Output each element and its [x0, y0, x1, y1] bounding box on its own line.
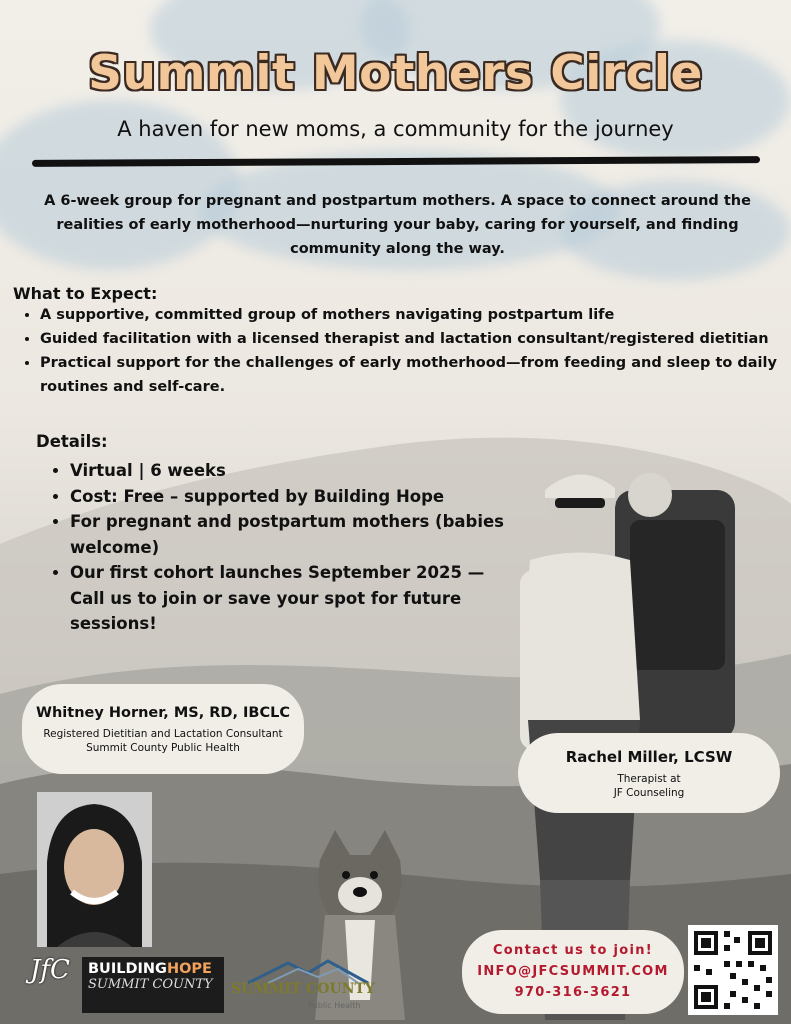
intro-text: A 6-week group for pregnant and postpartum mothers. A space to connect around the realities of early motherhood—nurturing your baby, caring for yourself, and finding community along the way. [44, 193, 751, 257]
details-item: • Virtual | 6 weeks [70, 458, 520, 484]
summit-county-logo [228, 955, 378, 1015]
building-hope-logo [82, 957, 224, 1013]
summit-county-name: SUMMIT COUNTY [231, 981, 375, 997]
details-item: • For pregnant and postpartum mothers (babies welcome) [70, 509, 520, 560]
jfc-logo: JfC [30, 955, 70, 985]
expect-heading: What to Expect: [13, 284, 158, 303]
page-title: Summit Mothers Circle [88, 46, 703, 101]
facilitator-role: Registered Dietitian and Lactation Consultant [43, 728, 283, 740]
expect-item: • Practical support for the challenges of early motherhood—from feeding and sleep to daily routines and self-care. [40, 351, 791, 399]
facilitator-card-whitney [22, 684, 304, 774]
contact-card [462, 930, 684, 1014]
details-item: • Cost: Free – supported by Building Hope [70, 484, 520, 510]
contact-email[interactable]: INFO@JFCSUMMIT.COM [477, 964, 669, 979]
facilitator-role: Therapist at [617, 773, 681, 785]
summit-county-sub: Public Health [308, 1001, 361, 1010]
building-hope-word: HOPE [166, 961, 212, 977]
facilitator-card-rachel [518, 733, 780, 813]
building-hope-word: BUILDING [88, 961, 167, 977]
details-item: • Our first cohort launches September 2025 — Call us to join or save your spot for future sessions! [70, 560, 520, 637]
whitney-portrait [37, 792, 152, 947]
details-heading: Details: [36, 432, 108, 451]
contact-heading: Contact us to join! [492, 943, 654, 958]
facilitator-org: Summit County Public Health [86, 742, 240, 754]
page-subtitle: A haven for new moms, a community for the journey [117, 117, 674, 141]
contact-phone[interactable]: 970-316-3621 [514, 985, 632, 1000]
expect-list [22, 303, 791, 399]
facilitator-name: Rachel Miller, LCSW [565, 748, 733, 766]
building-hope-sub: SUMMIT COUNTY [88, 977, 213, 992]
facilitator-org: JF Counseling [613, 787, 685, 799]
details-list [50, 458, 520, 637]
expect-item: • A supportive, committed group of mothers navigating postpartum life [40, 303, 791, 327]
facilitator-name: Whitney Horner, MS, RD, IBCLC [35, 705, 290, 721]
expect-item: • Guided facilitation with a licensed therapist and lactation consultant/registered dietitian [40, 327, 791, 351]
qr-code-icon[interactable] [688, 925, 778, 1015]
